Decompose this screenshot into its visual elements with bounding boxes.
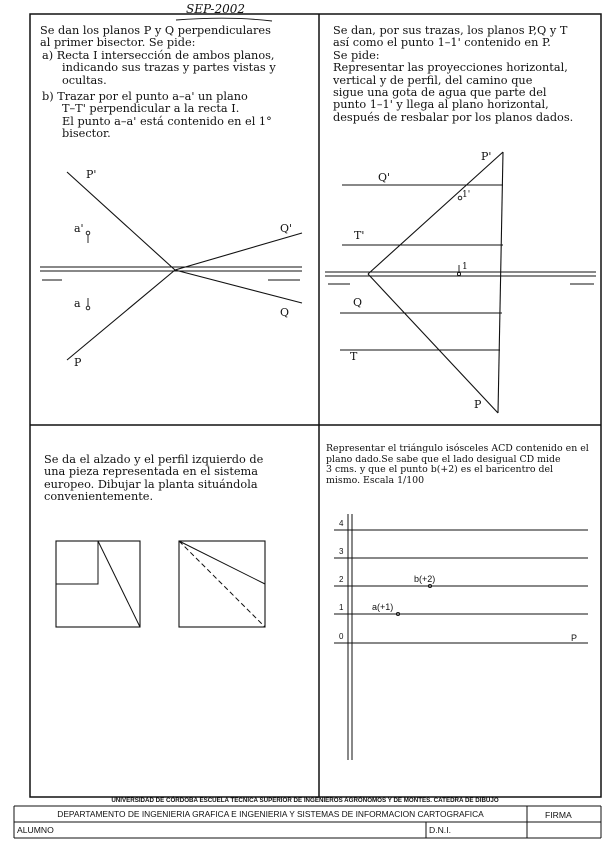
label-q2-prime: Q' [378, 171, 391, 184]
problem4-line: 3 cms. y que el punto b(+2) es el baricentro del [326, 464, 554, 476]
problem2-line: Se dan, por sus trazas, los planos P,Q y T [333, 24, 568, 37]
dni-field[interactable]: D.N.I. [429, 825, 451, 835]
point-a-label: a(+1) [372, 602, 394, 612]
problem3-line: una pieza representada en el sistema [44, 465, 259, 479]
problem3-line: europeo. Dibujar la planta situándola [44, 477, 258, 491]
label-t2: T [350, 350, 358, 363]
problem2-line: después de resbalar por los planos dados. [333, 110, 574, 124]
label-p2: P [474, 398, 482, 411]
label-q: Q [280, 306, 290, 319]
problem1-line: ocultas. [62, 73, 107, 87]
problem2-line: Se pide: [333, 48, 380, 62]
problem4-line: plano dado.Se sabe que el lado desigual CD mide [326, 453, 561, 465]
problem1-line: a) Recta I intersección de ambos planos, [42, 48, 275, 62]
problem3-line: convenientemente. [44, 490, 154, 504]
firma-label: FIRMA [545, 810, 572, 820]
problem1-line: bisector. [62, 127, 111, 141]
problem1-line: al primer bisector. Se pide: [40, 36, 196, 50]
problem1-line: Se dan los planos P y Q perpendiculares [40, 24, 271, 37]
problem2-line: Representar las proyecciones horizontal, [333, 61, 568, 75]
problem3-line: Se da el alzado y el perfil izquierdo de [44, 453, 264, 466]
label-p2-prime: P' [481, 150, 492, 163]
problem2-line: así como el punto 1–1' contenido en P. [333, 36, 551, 50]
label-a-prime: a' [74, 222, 84, 235]
level-4: 4 [339, 519, 344, 528]
problem4-line: mismo. Escala 1/100 [326, 474, 425, 486]
label-one-prime: 1' [462, 190, 471, 200]
level-2: 2 [339, 575, 344, 584]
label-q-prime: Q' [280, 222, 293, 235]
problem2-line: vertical y de perfil, del camino que [333, 73, 533, 87]
problem1-line: indicando sus trazas y partes vistas y [62, 61, 276, 75]
department-line: DEPARTAMENTO DE INGENIERIA GRAFICA E INGENIERIA Y SISTEMAS DE INFORMACION CARTOGRAFICA [57, 809, 484, 819]
label-q2: Q [353, 296, 363, 309]
alumno-field[interactable]: ALUMNO [17, 825, 54, 835]
label-p-prime: P' [86, 168, 97, 181]
problem2-line: sigue una gota de agua que parte del [333, 86, 547, 100]
problem2-line: punto 1–1' y llega al plano horizontal, [333, 98, 549, 112]
university-line: UNIVERSIDAD DE CÓRDOBA ESCUELA TECNICA SUPERIOR DE INGENIEROS AGRÓNOMOS Y DE MONTES. CATEDRA DE DIBUJO [111, 797, 499, 804]
label-a: a [74, 297, 81, 310]
problem4-line: Representar el triángulo isósceles ACD contenido en el [326, 443, 589, 454]
plane-p-label: P [571, 633, 578, 643]
label-t2-prime: T' [354, 229, 365, 242]
problem1-line: El punto a–a' está contenido en el 1° [62, 114, 272, 128]
level-1: 1 [339, 603, 344, 612]
problem1-line: b) Trazar por el punto a–a' un plano [42, 90, 248, 104]
problem1-line: T–T' perpendicular a la recta I. [62, 102, 240, 116]
label-p: P [74, 356, 82, 369]
level-0: 0 [339, 632, 344, 641]
point-b-label: b(+2) [414, 574, 436, 584]
date-note: SEP-2002 [186, 2, 245, 16]
level-3: 3 [339, 547, 344, 556]
label-one: 1 [462, 262, 468, 272]
